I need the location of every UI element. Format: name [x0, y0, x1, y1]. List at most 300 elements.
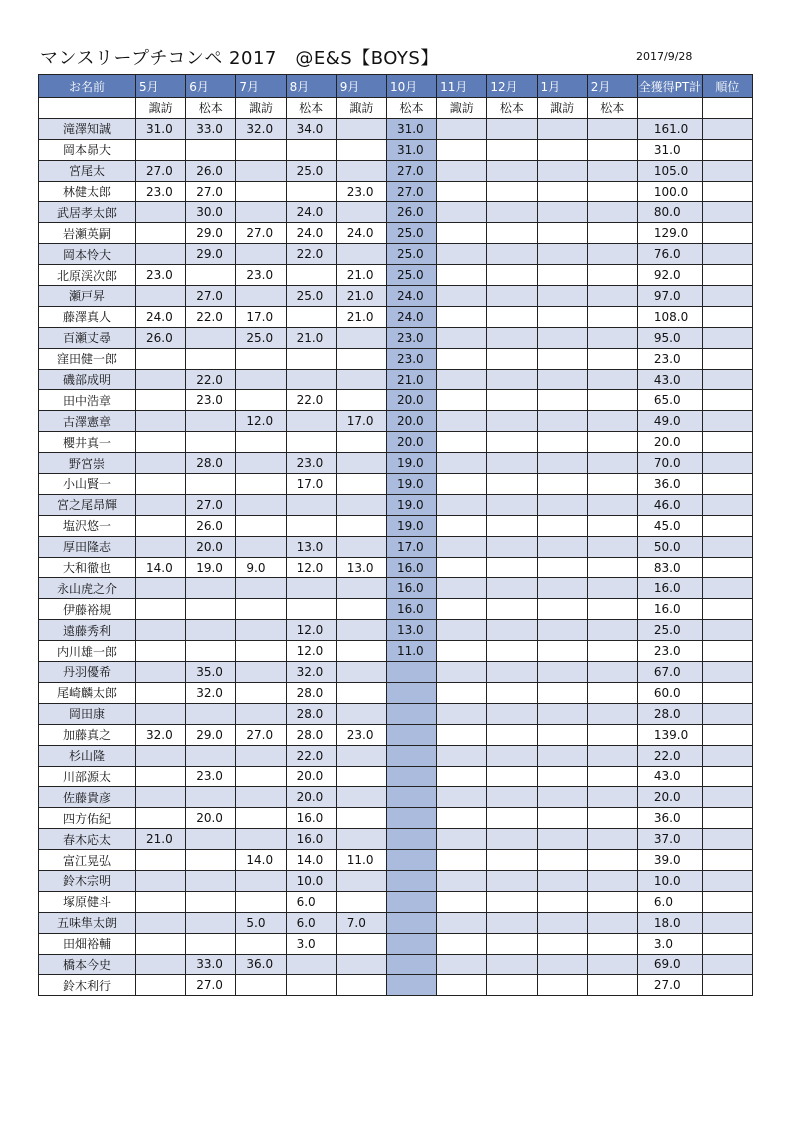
total-points: 3.0: [637, 933, 702, 954]
score-cell: [286, 369, 336, 390]
score-cell: [487, 954, 537, 975]
score-cell: [136, 975, 186, 996]
score-cell: [236, 766, 286, 787]
table-row: [39, 139, 753, 160]
score-cell: 17.0: [386, 536, 436, 557]
player-name: 塩沢悠一: [39, 515, 136, 536]
score-cell: [437, 620, 487, 641]
score-cell: [487, 306, 537, 327]
score-cell: 32.0: [136, 724, 186, 745]
score-cell: [487, 599, 537, 620]
table-row: [39, 181, 753, 202]
score-cell: 23.0: [336, 724, 386, 745]
player-name: 尾崎麟太郎: [39, 682, 136, 703]
rank-cell: [702, 265, 752, 286]
score-cell: [236, 808, 286, 829]
score-cell: 33.0: [186, 954, 236, 975]
score-cell: [437, 160, 487, 181]
score-cell: [336, 494, 386, 515]
score-cell: [587, 411, 637, 432]
player-name: 野宮崇: [39, 453, 136, 474]
score-cell: [437, 223, 487, 244]
score-cell: [487, 348, 537, 369]
score-cell: [136, 891, 186, 912]
score-cell: [537, 829, 587, 850]
score-cell: [537, 745, 587, 766]
month-header: 11月: [437, 75, 487, 98]
total-points: 161.0: [637, 118, 702, 139]
score-cell: [437, 139, 487, 160]
score-cell: [537, 682, 587, 703]
score-cell: 25.0: [286, 286, 336, 307]
score-cell: 26.0: [136, 327, 186, 348]
table-row: [39, 682, 753, 703]
total-points: 50.0: [637, 536, 702, 557]
score-cell: [336, 641, 386, 662]
table-row: [39, 306, 753, 327]
score-cell: [136, 223, 186, 244]
score-cell: [437, 390, 487, 411]
table-row: [39, 223, 753, 244]
table-row: [39, 912, 753, 933]
score-cell: 29.0: [186, 724, 236, 745]
table-row: [39, 474, 753, 495]
score-cell: [136, 912, 186, 933]
score-cell: 24.0: [336, 223, 386, 244]
score-cell: 12.0: [236, 411, 286, 432]
player-name: 宮尾太: [39, 160, 136, 181]
score-cell: [437, 327, 487, 348]
player-name: 大和徹也: [39, 557, 136, 578]
total-points: 65.0: [637, 390, 702, 411]
score-cell: 22.0: [186, 306, 236, 327]
table-row: [39, 453, 753, 474]
score-cell: [537, 599, 587, 620]
score-cell: [587, 390, 637, 411]
score-cell: [587, 244, 637, 265]
player-name: 田中浩章: [39, 390, 136, 411]
score-cell: [236, 515, 286, 536]
table-row: [39, 954, 753, 975]
score-cell: [236, 870, 286, 891]
score-cell: [336, 682, 386, 703]
score-cell: 25.0: [386, 223, 436, 244]
score-cell: 27.0: [386, 181, 436, 202]
score-cell: [537, 286, 587, 307]
player-name: 内川雄一郎: [39, 641, 136, 662]
score-cell: [537, 975, 587, 996]
score-cell: [437, 286, 487, 307]
rank-cell: [702, 829, 752, 850]
score-cell: [537, 891, 587, 912]
score-cell: [236, 578, 286, 599]
player-name: 佐藤貴彦: [39, 787, 136, 808]
score-cell: 9.0: [236, 557, 286, 578]
score-cell: [136, 369, 186, 390]
score-cell: 25.0: [386, 265, 436, 286]
rank-cell: [702, 536, 752, 557]
total-points: 139.0: [637, 724, 702, 745]
score-cell: 14.0: [136, 557, 186, 578]
total-points: 23.0: [637, 348, 702, 369]
score-cell: [236, 494, 286, 515]
score-cell: [136, 703, 186, 724]
total-points: 49.0: [637, 411, 702, 432]
score-cell: [336, 453, 386, 474]
score-cell: 20.0: [386, 390, 436, 411]
score-cell: [236, 829, 286, 850]
score-cell: [487, 870, 537, 891]
score-cell: 21.0: [336, 265, 386, 286]
player-rows: [39, 118, 753, 995]
rank-cell: [702, 139, 752, 160]
score-cell: [587, 578, 637, 599]
score-cell: [437, 599, 487, 620]
total-points: 92.0: [637, 265, 702, 286]
score-cell: [286, 181, 336, 202]
score-cell: [437, 954, 487, 975]
score-cell: 26.0: [186, 515, 236, 536]
venue-cell: 諏訪: [136, 98, 186, 119]
score-cell: 23.0: [386, 348, 436, 369]
score-cell: [236, 599, 286, 620]
rank-cell: [702, 808, 752, 829]
rank-cell: [702, 515, 752, 536]
score-cell: 28.0: [186, 453, 236, 474]
score-cell: [386, 829, 436, 850]
score-cell: [487, 181, 537, 202]
score-cell: [186, 829, 236, 850]
table-row: [39, 327, 753, 348]
score-cell: [336, 703, 386, 724]
venue-cell: 諏訪: [236, 98, 286, 119]
score-cell: [336, 474, 386, 495]
total-points: 46.0: [637, 494, 702, 515]
score-cell: [487, 202, 537, 223]
score-cell: 19.0: [186, 557, 236, 578]
score-cell: [537, 265, 587, 286]
score-cell: 16.0: [386, 578, 436, 599]
score-cell: [236, 682, 286, 703]
score-cell: [487, 578, 537, 599]
name-column-header: お名前: [39, 75, 136, 98]
score-cell: 11.0: [386, 641, 436, 662]
score-cell: [587, 474, 637, 495]
score-cell: 14.0: [286, 850, 336, 871]
document-date: 2017/9/28: [636, 50, 693, 63]
score-cell: [537, 327, 587, 348]
total-points: 95.0: [637, 327, 702, 348]
rank-cell: [702, 745, 752, 766]
month-header: 6月: [186, 75, 236, 98]
score-cell: [587, 265, 637, 286]
score-cell: [336, 933, 386, 954]
score-cell: [587, 933, 637, 954]
score-cell: [587, 808, 637, 829]
rank-cell: [702, 724, 752, 745]
table-row: [39, 787, 753, 808]
score-cell: [537, 766, 587, 787]
score-cell: [587, 348, 637, 369]
score-cell: 10.0: [286, 870, 336, 891]
total-points: 31.0: [637, 139, 702, 160]
table-row: [39, 265, 753, 286]
total-column-header: 全獲得PT計: [637, 75, 702, 98]
total-points: 6.0: [637, 891, 702, 912]
total-points: 60.0: [637, 682, 702, 703]
score-cell: [336, 118, 386, 139]
score-cell: [587, 745, 637, 766]
score-cell: [236, 202, 286, 223]
score-cell: 28.0: [286, 703, 336, 724]
total-points: 97.0: [637, 286, 702, 307]
score-cell: [487, 745, 537, 766]
score-cell: [336, 160, 386, 181]
score-cell: 12.0: [286, 620, 336, 641]
score-cell: [136, 745, 186, 766]
score-cell: [587, 599, 637, 620]
score-cell: 21.0: [386, 369, 436, 390]
score-cell: 14.0: [236, 850, 286, 871]
score-cell: [537, 411, 587, 432]
score-cell: [386, 808, 436, 829]
table-row: [39, 891, 753, 912]
score-cell: 27.0: [186, 975, 236, 996]
score-cell: [286, 411, 336, 432]
venue-cell: 諏訪: [336, 98, 386, 119]
score-cell: [136, 850, 186, 871]
score-cell: [437, 557, 487, 578]
player-name: 丹羽優希: [39, 662, 136, 683]
total-points: 10.0: [637, 870, 702, 891]
score-cell: [236, 474, 286, 495]
rank-cell: [702, 703, 752, 724]
table-row: [39, 766, 753, 787]
month-header: 2月: [587, 75, 637, 98]
score-cell: [286, 432, 336, 453]
score-cell: [587, 453, 637, 474]
score-cell: [186, 620, 236, 641]
score-cell: [587, 118, 637, 139]
score-cell: [487, 265, 537, 286]
score-cell: [236, 745, 286, 766]
player-name: 滝澤知誠: [39, 118, 136, 139]
score-cell: 24.0: [386, 306, 436, 327]
score-cell: [487, 411, 537, 432]
score-cell: 13.0: [286, 536, 336, 557]
score-cell: [336, 787, 386, 808]
rank-cell: [702, 118, 752, 139]
score-cell: [437, 536, 487, 557]
score-cell: 27.0: [236, 223, 286, 244]
standings-table: [38, 74, 753, 996]
table-row: [39, 494, 753, 515]
score-cell: [537, 306, 587, 327]
score-cell: [537, 808, 587, 829]
table-row: [39, 432, 753, 453]
score-cell: [186, 787, 236, 808]
score-cell: [386, 850, 436, 871]
score-cell: [336, 891, 386, 912]
score-cell: [136, 515, 186, 536]
score-cell: [136, 474, 186, 495]
score-cell: [487, 703, 537, 724]
score-cell: [336, 139, 386, 160]
score-cell: [186, 912, 236, 933]
month-header: 9月: [336, 75, 386, 98]
score-cell: [437, 662, 487, 683]
player-name: 厚田隆志: [39, 536, 136, 557]
score-cell: [537, 578, 587, 599]
score-cell: [386, 891, 436, 912]
score-cell: 16.0: [286, 808, 336, 829]
score-cell: [286, 494, 336, 515]
score-cell: [186, 891, 236, 912]
score-cell: 12.0: [286, 641, 336, 662]
score-cell: [336, 348, 386, 369]
score-cell: [537, 202, 587, 223]
venue-cell: 松本: [587, 98, 637, 119]
score-cell: [437, 265, 487, 286]
total-points: 27.0: [637, 975, 702, 996]
table-row: [39, 933, 753, 954]
score-cell: [186, 474, 236, 495]
score-cell: [336, 662, 386, 683]
score-cell: [537, 557, 587, 578]
score-cell: 24.0: [386, 286, 436, 307]
score-cell: [587, 850, 637, 871]
rank-cell: [702, 912, 752, 933]
score-cell: [236, 641, 286, 662]
score-cell: [186, 432, 236, 453]
score-cell: [487, 139, 537, 160]
score-cell: [437, 724, 487, 745]
total-points: 20.0: [637, 432, 702, 453]
total-points: 36.0: [637, 808, 702, 829]
score-cell: [236, 536, 286, 557]
score-cell: 36.0: [236, 954, 286, 975]
player-name: 小山賢一: [39, 474, 136, 495]
venue-cell-empty: [39, 98, 136, 119]
score-cell: [136, 620, 186, 641]
score-cell: [136, 139, 186, 160]
rank-cell: [702, 306, 752, 327]
player-name: 富江晃弘: [39, 850, 136, 871]
score-cell: [537, 494, 587, 515]
score-cell: [537, 223, 587, 244]
table-row: [39, 745, 753, 766]
score-cell: [487, 933, 537, 954]
score-cell: [587, 432, 637, 453]
score-cell: 22.0: [286, 244, 336, 265]
score-cell: 27.0: [186, 494, 236, 515]
total-points: 16.0: [637, 578, 702, 599]
rank-cell: [702, 578, 752, 599]
score-cell: [386, 912, 436, 933]
score-cell: 27.0: [136, 160, 186, 181]
score-cell: [336, 536, 386, 557]
score-cell: [386, 682, 436, 703]
score-cell: [136, 808, 186, 829]
player-name: 藤澤真人: [39, 306, 136, 327]
score-cell: [336, 369, 386, 390]
score-cell: [437, 369, 487, 390]
score-cell: [136, 933, 186, 954]
score-cell: 22.0: [286, 745, 336, 766]
score-cell: [587, 223, 637, 244]
score-cell: [587, 181, 637, 202]
score-cell: [437, 912, 487, 933]
score-cell: 13.0: [386, 620, 436, 641]
score-cell: 35.0: [186, 662, 236, 683]
score-cell: [386, 766, 436, 787]
score-cell: [336, 390, 386, 411]
score-cell: 20.0: [386, 411, 436, 432]
score-cell: [537, 662, 587, 683]
table-row: [39, 641, 753, 662]
score-cell: [186, 327, 236, 348]
score-cell: [487, 557, 537, 578]
venue-cell: 松本: [386, 98, 436, 119]
score-cell: [186, 641, 236, 662]
score-cell: 28.0: [286, 682, 336, 703]
score-cell: 22.0: [286, 390, 336, 411]
player-name: 遠藤秀利: [39, 620, 136, 641]
player-name: 岩瀬英嗣: [39, 223, 136, 244]
score-cell: 32.0: [236, 118, 286, 139]
score-cell: [537, 453, 587, 474]
venue-cell: 松本: [487, 98, 537, 119]
table-row: [39, 160, 753, 181]
score-cell: [386, 870, 436, 891]
score-cell: [186, 933, 236, 954]
score-cell: 7.0: [336, 912, 386, 933]
score-cell: [186, 265, 236, 286]
score-cell: [336, 202, 386, 223]
score-cell: [537, 474, 587, 495]
score-cell: [587, 662, 637, 683]
table-row: [39, 578, 753, 599]
total-points: 129.0: [637, 223, 702, 244]
score-cell: 29.0: [186, 244, 236, 265]
score-cell: 31.0: [386, 139, 436, 160]
score-cell: 19.0: [386, 494, 436, 515]
score-cell: [236, 181, 286, 202]
table-row: [39, 348, 753, 369]
score-cell: 21.0: [286, 327, 336, 348]
rank-cell: [702, 662, 752, 683]
rank-cell: [702, 557, 752, 578]
score-cell: [437, 808, 487, 829]
player-name: 加藤真之: [39, 724, 136, 745]
table-row: [39, 850, 753, 871]
score-cell: [186, 745, 236, 766]
score-cell: [587, 870, 637, 891]
score-cell: [236, 244, 286, 265]
score-cell: [537, 641, 587, 662]
rank-cell: [702, 390, 752, 411]
venue-cell: 松本: [186, 98, 236, 119]
table-row: [39, 829, 753, 850]
score-cell: 23.0: [286, 453, 336, 474]
rank-cell: [702, 202, 752, 223]
total-points: 83.0: [637, 557, 702, 578]
score-cell: [437, 933, 487, 954]
score-cell: [136, 870, 186, 891]
score-cell: 33.0: [186, 118, 236, 139]
rank-cell: [702, 891, 752, 912]
score-cell: [437, 578, 487, 599]
